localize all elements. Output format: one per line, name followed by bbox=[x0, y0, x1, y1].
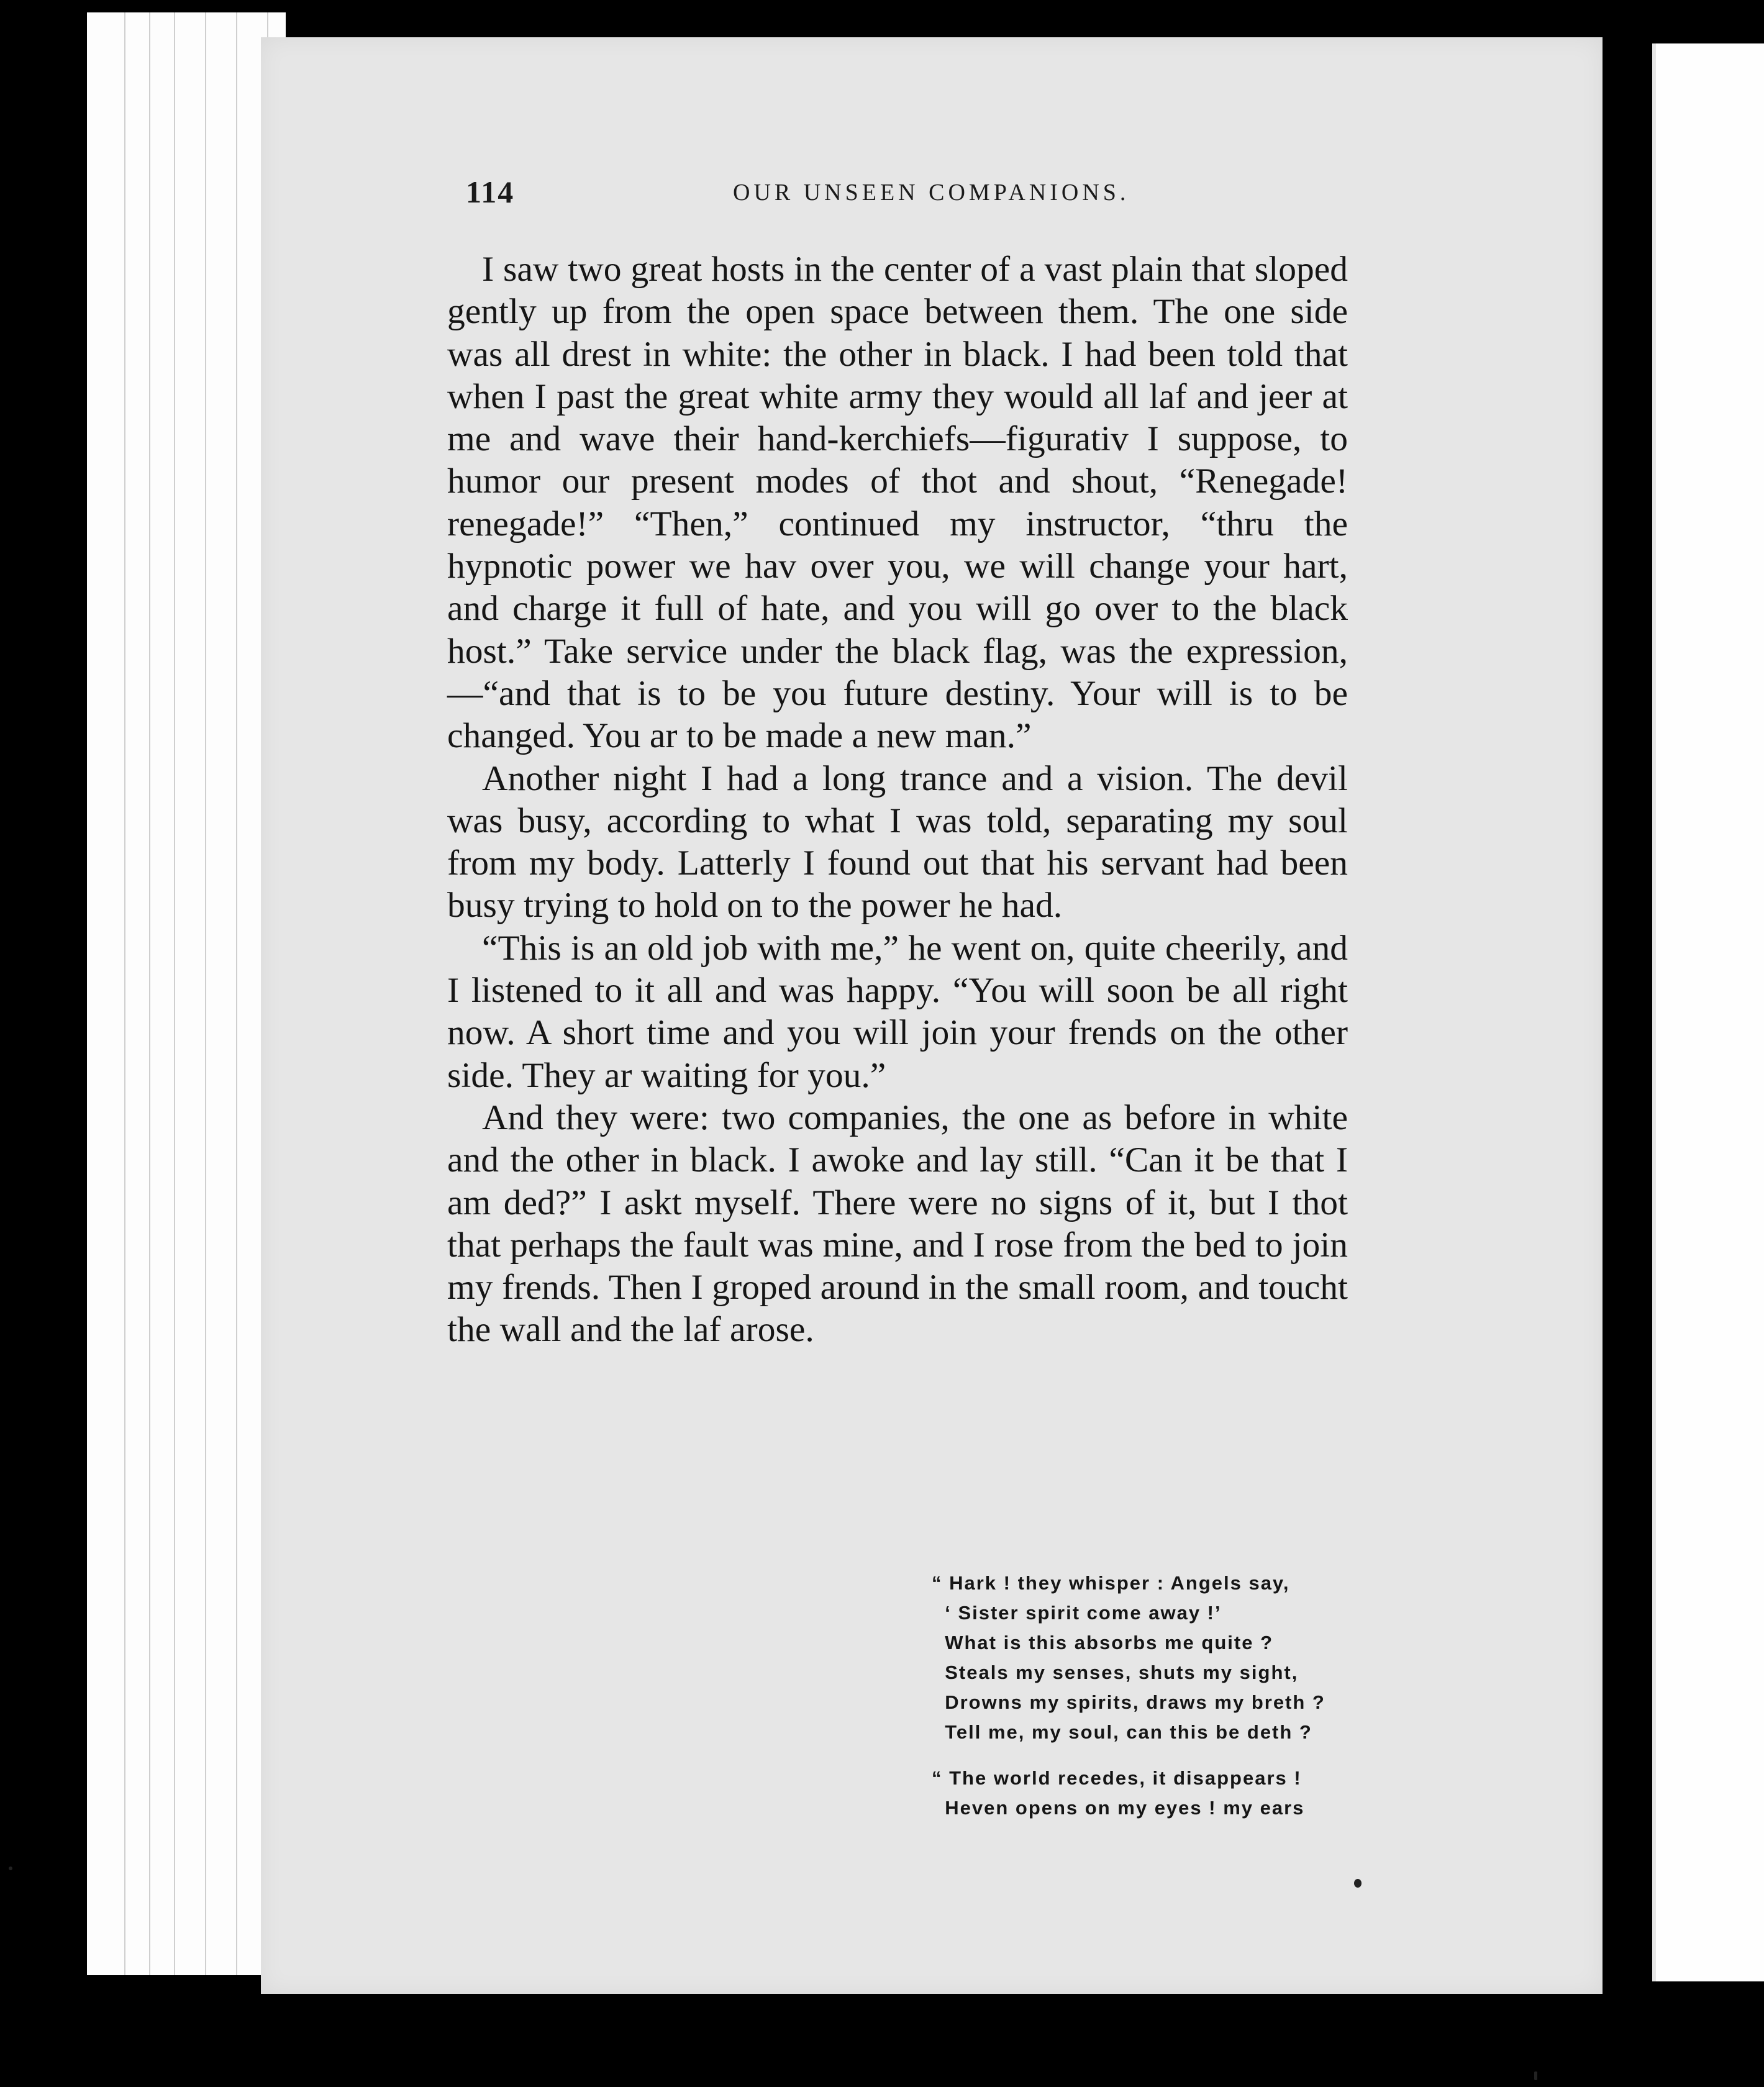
scan-speck bbox=[1354, 1879, 1362, 1888]
book-page bbox=[261, 37, 1603, 1994]
poem-line: Tell me, my soul, can this be deth ? bbox=[932, 1721, 1312, 1743]
running-head bbox=[261, 174, 1603, 211]
poem-line: Steals my senses, shuts my sight, bbox=[932, 1662, 1299, 1683]
paragraph: I saw two great hosts in the center of a vast plain that sloped gently up from the open space between them. The one side was all drest in white: the other in black. I had been told that when I past the great white army they would all laf and jeer at me and wave their hand-kerchiefs—figurativ I suppose, to humor our present modes of thot and shout, “Renegade! renegade!” “Then,” continued my instructor, “thru the hypnotic power we hav over you, we will change your hart, and charge it full of hate, and you will go over to the black host.” Take service under the black flag, was the expression,—“and that is to be you future destiny. Your will is to be changed. You ar to be made a new man.” bbox=[447, 250, 1348, 756]
facing-page-edge bbox=[1652, 43, 1764, 1981]
poem-line: “ The world recedes, it disappears ! bbox=[932, 1767, 1302, 1789]
page-stack-edges bbox=[87, 12, 286, 1975]
page-edge-line bbox=[149, 12, 150, 1975]
poem-stanza bbox=[932, 1763, 1491, 1823]
scan-speck bbox=[1534, 2071, 1537, 2080]
running-head-title: OUR UNSEEN COMPANIONS. bbox=[733, 180, 1130, 206]
paragraph: “This is an old job with me,” he went on, quite cheerily, and I listened to it all and was happy. “You will soon be all right now. A short time and you will join your frends on the other side. They ar waiting for you.” bbox=[447, 928, 1348, 1095]
body-text bbox=[447, 248, 1348, 1352]
poem-quote bbox=[932, 1568, 1491, 1839]
scan-speck bbox=[9, 1866, 12, 1870]
poem-line: What is this absorbs me quite ? bbox=[932, 1632, 1274, 1653]
paragraph: Another night I had a long trance and a vision. The devil was busy, according to what I was told, separating my soul from my body. Latterly I found out that his servant had been busy trying to hold on to the power he had. bbox=[447, 758, 1348, 925]
page-edge-line bbox=[124, 12, 125, 1975]
page-edge-line bbox=[236, 12, 237, 1975]
page-edge-line bbox=[174, 12, 175, 1975]
paragraph: And they were: two companies, the one as before in white and the other in black. I awoke and lay still. “Can it be that I am ded?” I askt myself. There were no signs of it, but I thot that perhaps the fault was mine, and I rose from the bed to join my frends. Then I groped around in the small room, and toucht the wall and the laf arose. bbox=[447, 1098, 1348, 1350]
poem-line: Drowns my spirits, draws my breth ? bbox=[932, 1691, 1325, 1713]
poem-line: Heven opens on my eyes ! my ears bbox=[932, 1797, 1305, 1819]
poem-line: ‘ Sister spirit come away !’ bbox=[932, 1602, 1222, 1624]
page-number: 114 bbox=[466, 175, 515, 209]
page-edge-line bbox=[205, 12, 206, 1975]
poem-line: “ Hark ! they whisper : Angels say, bbox=[932, 1572, 1290, 1594]
poem-stanza bbox=[932, 1568, 1491, 1747]
